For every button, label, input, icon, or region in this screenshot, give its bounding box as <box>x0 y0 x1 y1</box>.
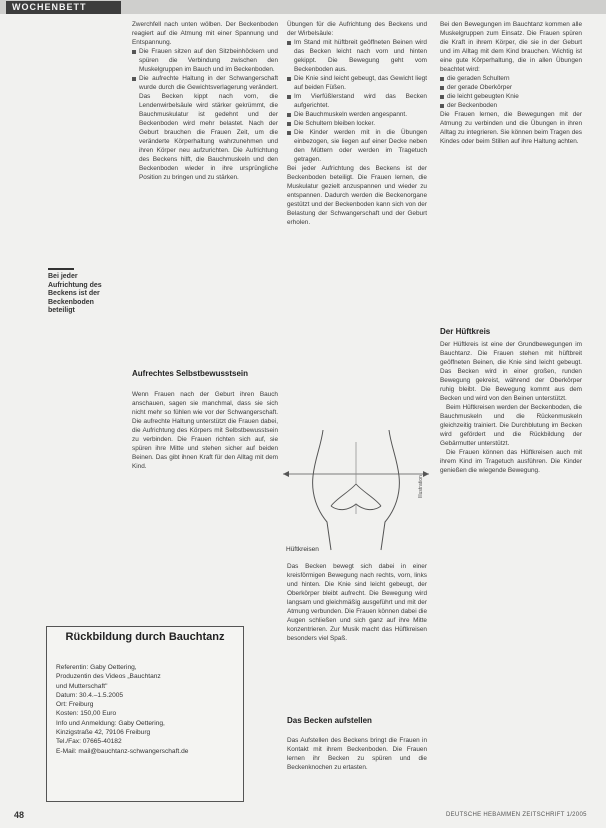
list-item: Die aufrechte Haltung in der Schwangerschaft wurde durch die Gewichtsverlagerung verändert. Das Becken kippt nach vorn, die Lendenwirbelsäule wird stärker gekrümmt, die Bauchmuskulatur ist gedehnt und der Beckenboden wird mehr belastet. Nach der Geburt brauchen die Frauen Zeit, um die veränderte Körperhaltung wahrzunehmen und ihren Körper neu aufzurichten. Die Aufrichtung des Beckens hilft, die Bauchmuskeln und den Beckenboden wieder in ihre ursprüngliche Position zu bringen und zu stärken. <box>132 74 278 182</box>
hip-illustration-icon <box>283 428 429 552</box>
page-number: 48 <box>14 810 25 820</box>
paragraph: Zwerchfell nach unten wölben. Der Beckenboden reagiert auf die Atmung mit einer Spannung und Entspannung. <box>132 21 278 46</box>
infobox-title: Rückbildung durch Bauchtanz <box>65 631 225 643</box>
infobox-line: und Mutterschaft" <box>56 682 108 690</box>
figure-caption: Hüftkreisen <box>286 546 319 553</box>
section-label: WOCHENBETT <box>6 1 121 14</box>
infobox-line: Ort: Freiburg <box>56 701 94 709</box>
figure-hueftkreisen <box>283 428 429 552</box>
paragraph: Das Aufstellen des Beckens bringt die Frauen in Kontakt mit ihrem Beckenboden. Die Frauen lernen ihr Becken zu spüren und die Beckenknochen zu ertasten. <box>287 737 427 771</box>
list-item: der Beckenboden <box>440 101 582 110</box>
column-3-section <box>440 340 582 475</box>
section-heading-der-hueftkreis: Der Hüftkreis <box>440 327 491 336</box>
margin-note <box>48 268 112 316</box>
header-bar <box>0 0 606 14</box>
list-item: Die Kinder werden mit in die Übungen einbezogen, sie liegen auf einer Decke neben den Müttern oder werden im Tragetuch getragen. <box>287 128 427 164</box>
infobox-line: Kosten: 150,00 Euro <box>56 710 117 718</box>
paragraph: Das Becken bewegt sich dabei in einer kreisförmigen Bewegung nach rechts, vorn, links und hinten. Die Knie sind leicht gebeugt, der Oberkörper bleibt aufrecht. Die Bewegung wird langsam und gleichmäßig ausgeführt und mit der Atmung verbunden. Die Frauen können dabei die Augen schließen und sich ganz auf ihre Mitte konzentrieren. Zur Musik macht das Hüftkreisen besonders viel Spaß. <box>287 563 427 642</box>
footer-text: DEUTSCHE HEBAMMEN ZEITSCHRIFT 1/2005 <box>446 812 587 818</box>
paragraph: Die Frauen können das Hüftkreisen auch mit ihrem Kind im Tragetuch ausführen. Die Kinder genießen die wiegende Bewegung. <box>440 449 582 474</box>
paragraph: Übungen für die Aufrichtung des Beckens und der Wirbelsäule: <box>287 21 427 37</box>
list-item: Im Stand mit hüftbreit geöffneten Beinen wird das Becken leicht nach vorn und hinten gekippt. Die Bewegung geht vom Beckenboden aus. <box>287 38 427 74</box>
paragraph: Wenn Frauen nach der Geburt ihren Bauch anschauen, sagen sie manchmal, dass sie sich nicht mehr so fühlen wie vor der Schwangerschaft. Die aufrechte Haltung unterstützt die Frauen dabei, die Aufrichtung des Körpers mit Selbstbewusstsein zu verbinden. Die Frauen richten sich auf, sie spüren ihre Mitte und stehen sicher auf beiden Beinen. Das gibt ihnen Kraft für den Alltag mit dem Kind. <box>132 391 278 470</box>
list-item: Die Bauchmuskeln werden angespannt. <box>287 110 427 119</box>
paragraph: Bei den Bewegungen im Bauchtanz kommen alle Muskelgruppen zum Einsatz. Die Frauen spüren die Kraft in ihrem Körper, die sie in der Geburt und im Alltag mit dem Kind brauchen. Wichtig ist eine gute Körperhaltung, die in allen Übungen beachtet wird: <box>440 21 582 73</box>
infobox-line: Kinzigstraße 42, 79106 Freiburg <box>56 729 151 737</box>
paragraph: Die Frauen lernen, die Bewegungen mit der Atmung zu verbinden und die Übungen in ihren Alltag zu integrieren. Sie können beim Tragen des Kindes oder beim Stillen auf ihre Haltung achten. <box>440 111 582 145</box>
column-1-top <box>132 20 278 182</box>
list-item: die geraden Schultern <box>440 74 582 83</box>
column-2-bottom <box>287 562 427 643</box>
list-item: Die Knie sind leicht gebeugt, das Gewicht liegt auf beiden Füßen. <box>287 74 427 92</box>
margin-note-rule <box>48 268 74 270</box>
infobox-body <box>56 663 236 756</box>
infobox-email[interactable]: E-Mail: mail@bauchtanz-schwangerschaft.de <box>56 747 189 755</box>
list-item: Die Schultern bleiben locker. <box>287 119 427 128</box>
paragraph: Der Hüftkreis ist eine der Grundbewegungen im Bauchtanz. Die Frauen stehen mit hüftbreit geöffneten Beinen, die Knie sind leicht gebeugt. Das Becken wird in einer großen, runden Bewegung gekreist, während der Oberkörper ruhig bleibt. Die Bewegung kommt aus dem Becken und wird von den Beinen unterstützt. <box>440 341 582 402</box>
figure-credit: Illustration <box>418 475 424 498</box>
margin-note-text: Bei jeder Aufrichtung des Beckens ist der Beckenboden beteiligt <box>48 273 102 314</box>
list-item: Im Vierfüßlerstand wird das Becken aufgerichtet. <box>287 92 427 110</box>
column-2-bottom-2 <box>287 736 427 772</box>
list-item: der gerade Oberkörper <box>440 83 582 92</box>
section-heading-das-becken-aufstellen: Das Becken aufstellen <box>287 716 372 725</box>
list-item: die leicht gebeugten Knie <box>440 92 582 101</box>
infobox-line: Datum: 30.4.–1.5.2005 <box>56 691 124 699</box>
infobox-line: Info und Anmeldung: Gaby Oettering, <box>56 719 165 727</box>
infobox-line: Produzentin des Videos „Bauchtanz <box>56 673 161 681</box>
paragraph: Bei jeder Aufrichtung des Beckens ist der Beckenboden beteiligt. Die Frauen lernen, die Muskulatur gezielt anzuspannen und wieder zu entspannen. Dadurch werden die Beckenorgane gestützt und der Beckenboden kann sich von der Belastung der Schwangerschaft und der Geburt erholen. <box>287 165 427 226</box>
infobox-line: Tel./Fax: 07665-40182 <box>56 738 122 746</box>
list-item: Die Frauen sitzen auf den Sitzbeinhöckern und spüren die Verbindung zwischen den Muskelgruppen im Bauch und im Beckenboden. <box>132 47 278 74</box>
column-3-top <box>440 20 582 146</box>
paragraph: Beim Hüftkreisen werden der Beckenboden, die Bauchmuskeln und die Rückenmuskeln gleichzeitig trainiert. Die Durchblutung im Becken wird gefördert und die Rückbildung der Gebärmutter unterstützt. <box>440 404 582 447</box>
section-heading-aufrechtes-selbstbewusstsein: Aufrechtes Selbstbewusstsein <box>132 369 249 378</box>
column-1-section <box>132 390 278 471</box>
column-2-top <box>287 20 427 227</box>
event-info-box <box>46 626 244 802</box>
infobox-line: Referentin: Gaby Oettering, <box>56 664 137 671</box>
